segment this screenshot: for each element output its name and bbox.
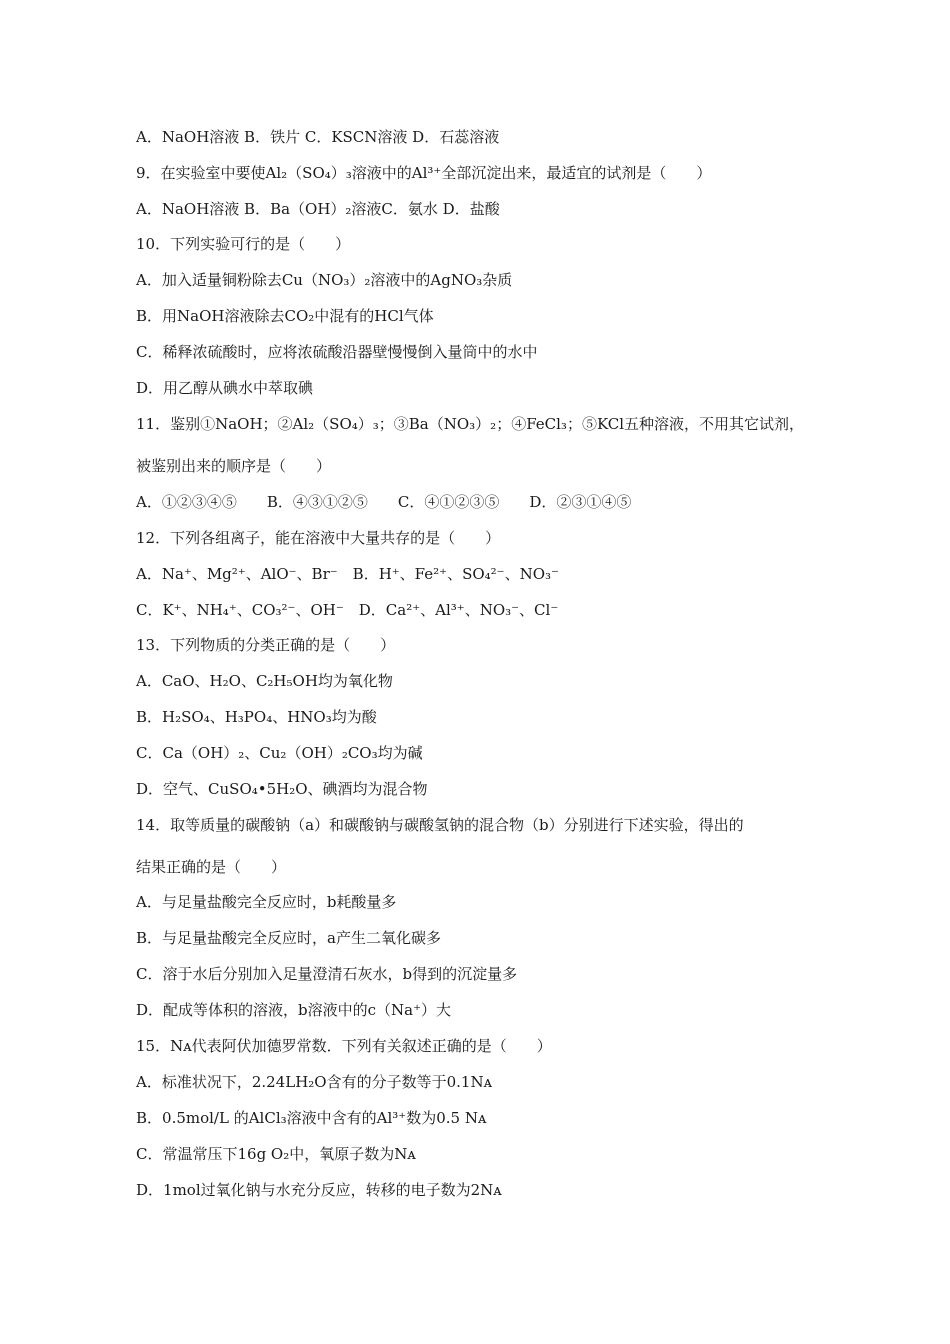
q11-stem-cont: 被鉴别出来的顺序是（ ） [136, 457, 332, 475]
q10-option-d: D．用乙醇从碘水中萃取碘 [136, 379, 314, 397]
q14-option-d: D．配成等体积的溶液，b溶液中的c（Na⁺）大 [136, 1001, 452, 1019]
q9-stem: 9．在实验室中要使Al₂（SO₄）₃溶液中的Al³⁺全部沉淀出来，最适宜的试剂是（ ） [136, 164, 712, 182]
q10-option-b: B．用NaOH溶液除去CO₂中混有的HCl气体 [136, 307, 434, 325]
q8-options: A．NaOH溶液 B．铁片 C．KSCN溶液 D．石蕊溶液 [136, 128, 500, 146]
q12-options-cd: C．K⁺、NH₄⁺、CO₃²⁻、OH⁻ D．Ca²⁺、Al³⁺、NO₃⁻、Cl⁻ [136, 601, 559, 619]
q14-stem: 14．取等质量的碳酸钠（a）和碳酸钠与碳酸氢钠的混合物（b）分别进行下述实验，得出的 [136, 816, 744, 834]
q14-stem-cont: 结果正确的是（ ） [136, 858, 287, 876]
q14-option-c: C．溶于水后分别加入足量澄清石灰水，b得到的沉淀量多 [136, 965, 518, 983]
q13-option-b: B．H₂SO₄、H₃PO₄、HNO₃均为酸 [136, 708, 377, 726]
q13-stem: 13．下列物质的分类正确的是（ ） [136, 636, 396, 654]
q15-option-c: C．常温常压下16g O₂中，氧原子数为Nᴀ [136, 1145, 416, 1163]
q11-stem: 11．鉴别①NaOH；②Al₂（SO₄）₃；③Ba（NO₃）₂；④FeCl₃；⑤KCl五种溶液，不用其它试剂， [136, 415, 805, 433]
q14-option-a: A．与足量盐酸完全反应时，b耗酸量多 [136, 893, 397, 911]
q12-stem: 12．下列各组离子，能在溶液中大量共存的是（ ） [136, 529, 501, 547]
q14-option-b: B．与足量盐酸完全反应时，a产生二氧化碳多 [136, 929, 441, 947]
q13-option-d: D．空气、CuSO₄•5H₂O、碘酒均为混合物 [136, 780, 428, 798]
q15-option-a: A．标准状况下，2.24LH₂O含有的分子数等于0.1Nᴀ [136, 1073, 493, 1091]
q10-stem: 10．下列实验可行的是（ ） [136, 235, 351, 253]
q12-options-ab: A．Na⁺、Mg²⁺、AlO⁻、Br⁻ B．H⁺、Fe²⁺、SO₄²⁻、NO₃⁻ [136, 565, 559, 583]
q15-option-b: B．0.5mol/L 的AlCl₃溶液中含有的Al³⁺数为0.5 Nᴀ [136, 1109, 487, 1127]
q11-options: A．①②③④⑤ B．④③①②⑤ C．④①②③⑤ D．②③①④⑤ [136, 493, 632, 511]
q15-option-d: D．1mol过氧化钠与水充分反应，转移的电子数为2Nᴀ [136, 1181, 502, 1199]
q10-option-c: C．稀释浓硫酸时，应将浓硫酸沿器壁慢慢倒入量筒中的水中 [136, 343, 538, 361]
q13-option-c: C．Ca（OH）₂、Cu₂（OH）₂CO₃均为碱 [136, 744, 423, 762]
q13-option-a: A．CaO、H₂O、C₂H₅OH均为氧化物 [136, 672, 393, 690]
q15-stem: 15．Nᴀ代表阿伏加德罗常数．下列有关叙述正确的是（ ） [136, 1037, 552, 1055]
q10-option-a: A．加入适量铜粉除去Cu（NO₃）₂溶液中的AgNO₃杂质 [136, 271, 513, 289]
q9-options: A．NaOH溶液 B．Ba（OH）₂溶液C．氨水 D．盐酸 [136, 200, 500, 218]
